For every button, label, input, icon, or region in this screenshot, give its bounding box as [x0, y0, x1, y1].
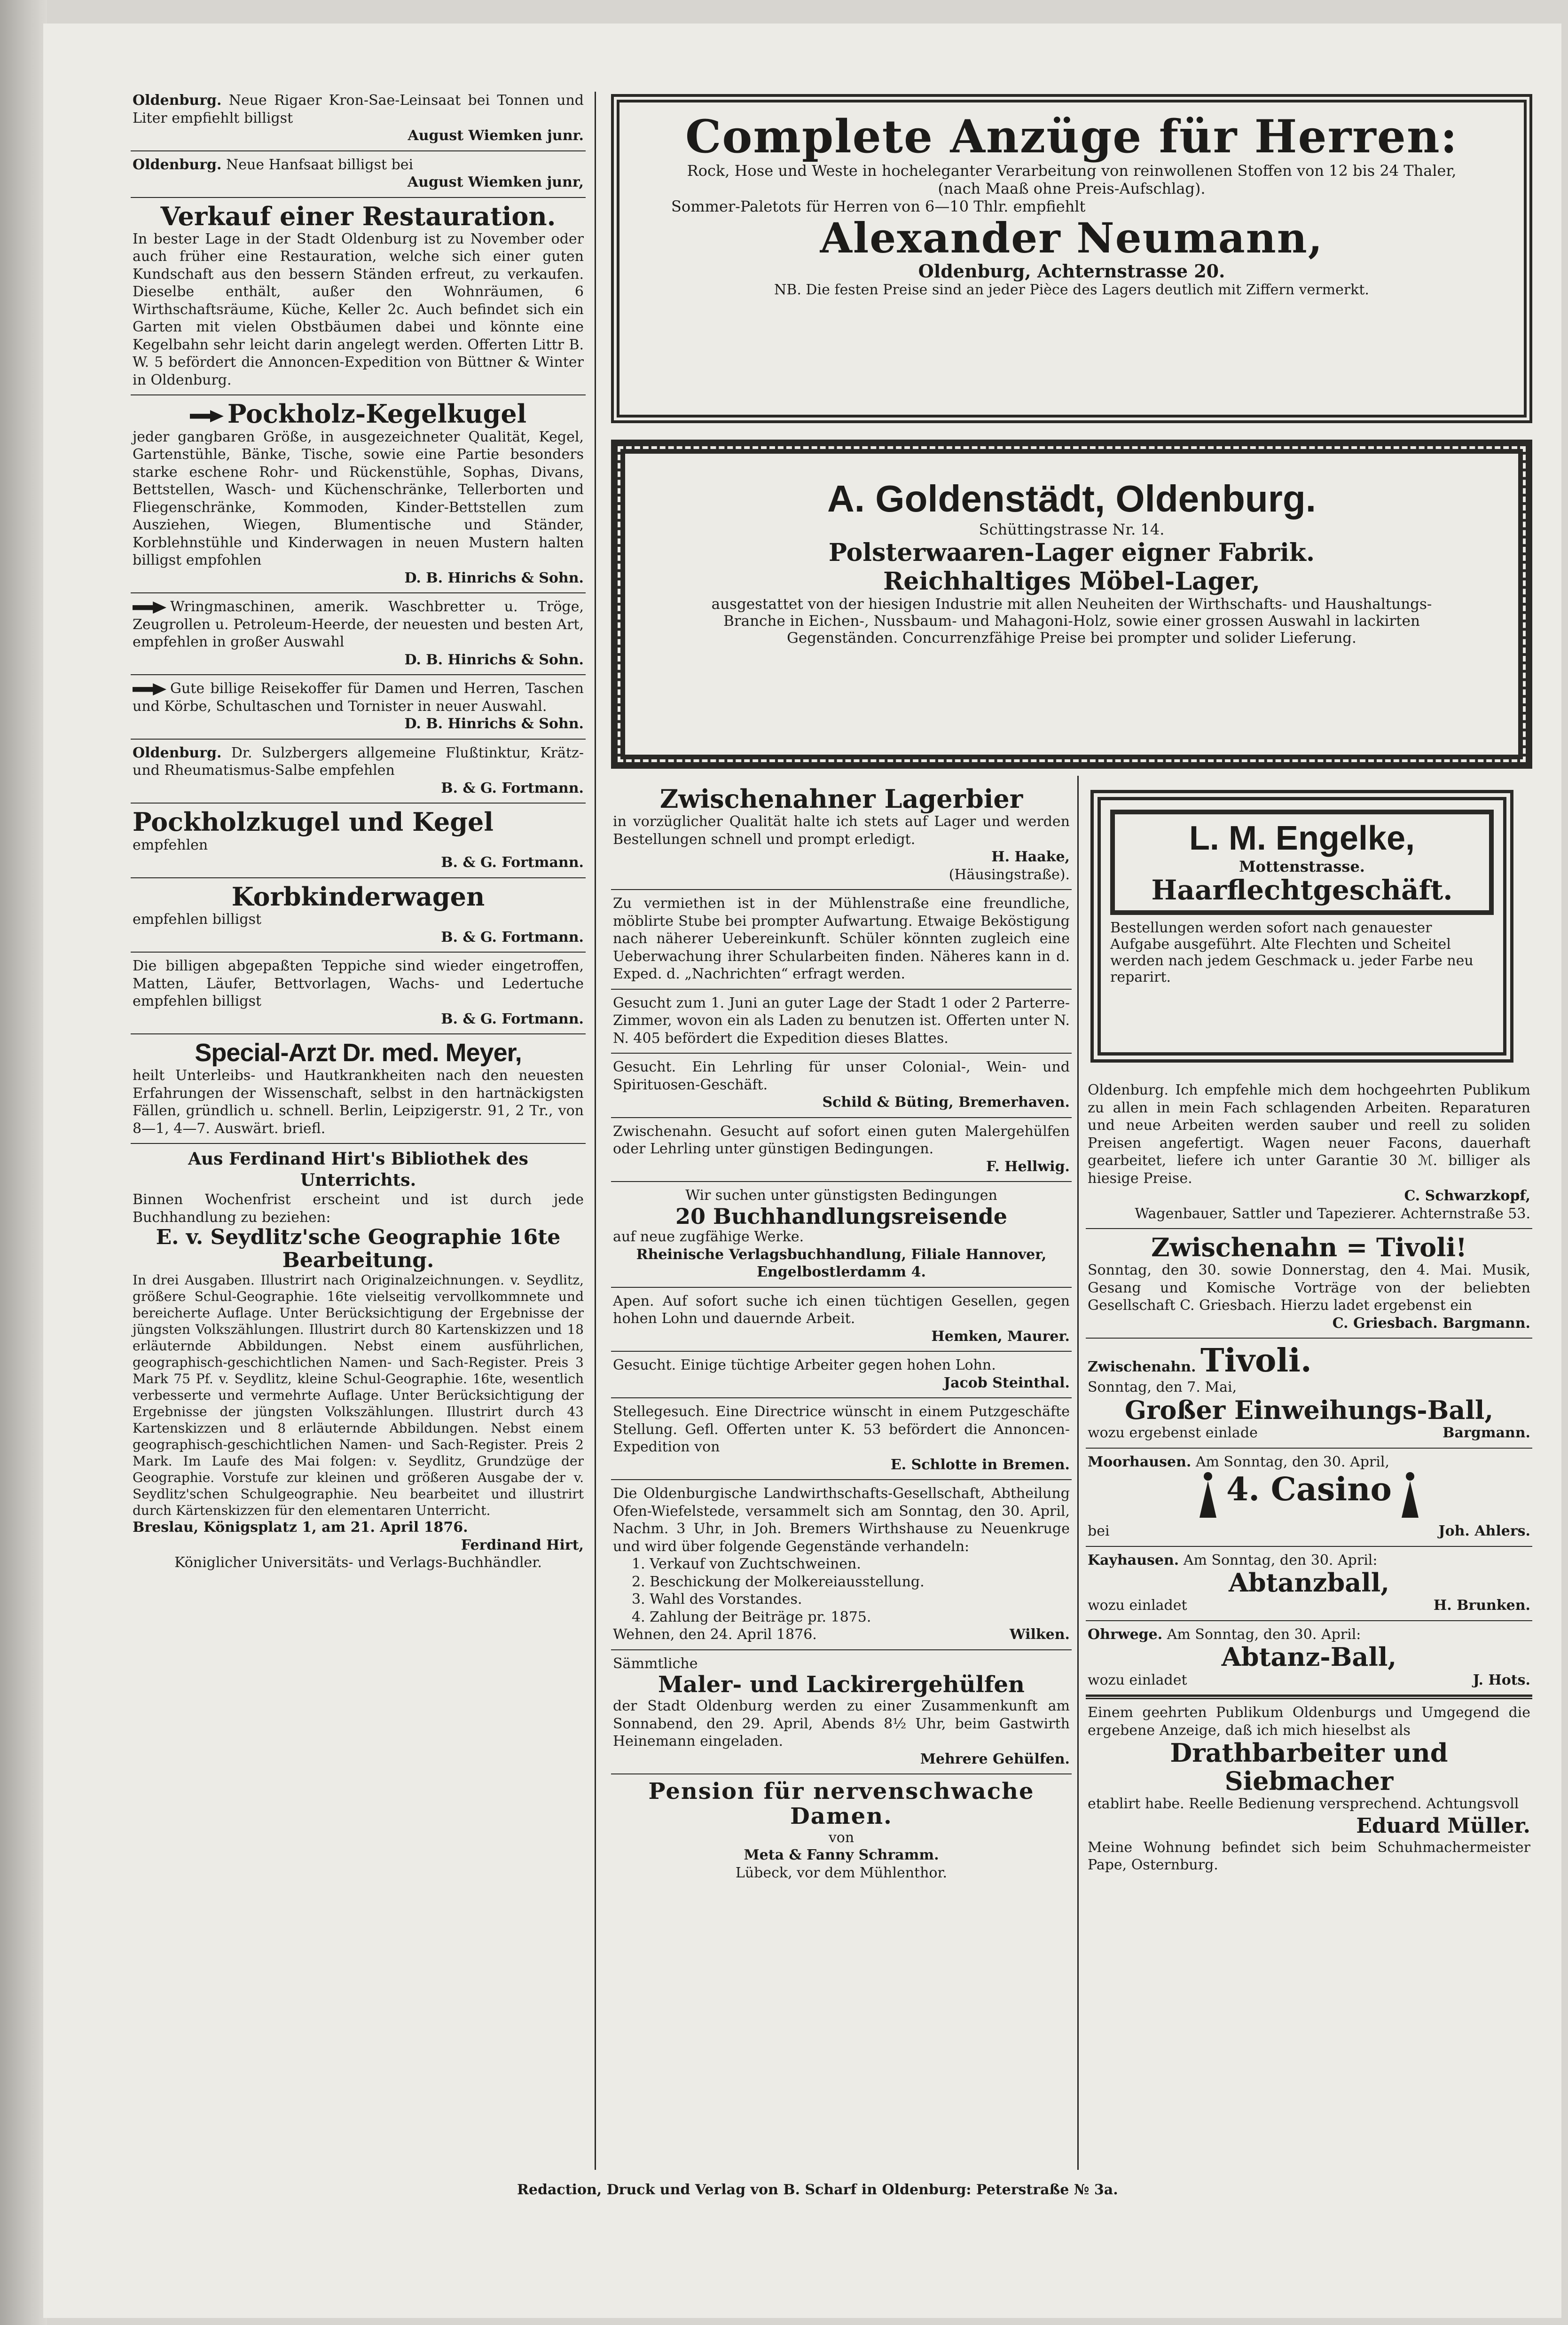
ad-subline: Königlicher Universitäts- und Verlags-Buchhändler.	[174, 1554, 542, 1571]
ad-drathbarbeiter	[1086, 1695, 1532, 1879]
ad-title: Korbkinderwagen	[231, 881, 485, 912]
ad-signature: C. Griesbach. Bargmann.	[1332, 1315, 1530, 1332]
ad-signature: Jacob Steinthal.	[943, 1374, 1070, 1391]
ad-text: Oldenburg. Ich empfehle mich dem hochgeehrten Publikum zu allen in mein Fach schlagenden Arbeiten. Reparaturen und neue Arbeiten werden sauber und reell zu soliden Preisen angefertigt. Wagen neuer Facons, dauerhaft gearbeitet, liefere ich unter Garantie 30 ℳ. billiger als hiesige Preise.	[1088, 1082, 1530, 1187]
ad-hanfsaat	[131, 151, 586, 198]
ad-text: Am Sonntag, den 30. April:	[1167, 1626, 1361, 1643]
ad-text: Die Oldenburgische Landwirthschafts-Gesellschaft, Abtheilung Ofen-Wiefelstede, versammelt sich am Sonntag, den 30. April, Nachm. 3 Uhr, in Joh. Bremers Wirthshause zu Neuenkruge und wird über folgende Gegenstände verhandeln:	[613, 1485, 1070, 1555]
ad-text: (nach Maaß ohne Preis-Aufschlag).	[938, 179, 1206, 197]
ad-signature: Rheinische Verlagsbuchhandlung, Filiale Hannover, Engelbostlerdamm 4.	[636, 1246, 1047, 1281]
ad-text: auf neue zugfähige Werke.	[613, 1229, 804, 1245]
ad-signature: B. & G. Fortmann.	[441, 854, 584, 871]
ad-text: Gute billige Reisekoffer für Damen und Herren, Taschen und Körbe, Schultaschen und Tornister in neuer Auswahl.	[133, 680, 584, 715]
ad-title: Pockholz-Kegelkugel	[227, 399, 527, 429]
ad-title: Zwischenahn = Tivoli!	[1151, 1232, 1467, 1262]
ad-place: Oldenburg.	[133, 744, 222, 761]
ad-address: Oldenburg, Achternstrasse 20.	[918, 260, 1225, 282]
ad-company-name: Alexander Neumann,	[820, 213, 1324, 262]
ad-gesucht-lehrling	[611, 1054, 1072, 1118]
ad-text: Sommer-Paletots für Herren von 6—10 Thlr. empfiehlt	[671, 197, 1086, 215]
ad-text: Zu vermiethen ist in der Mühlenstraße eine freundliche, möblirte Stube bei prompter Aufwartung. Etwaige Beköstigung nach näherer Uebereinkunft. Schüler könnten zugleich eine Ueberwachung ihrer Schularbeiten finden. Näheres kann in d. Exped. d. „Nachrichten“ erfragt werden.	[613, 895, 1070, 983]
ad-title: E. v. Seydlitz'sche Geographie 16te Bearbeitung.	[156, 1225, 561, 1272]
ad-text: Gesucht. Einige tüchtige Arbeiter gegen hohen Lohn.	[613, 1357, 996, 1374]
ad-korbkinderwagen	[131, 878, 586, 953]
ad-text: Sonntag, den 30. sowie Donnerstag, den 4. Mai. Musik, Gesang und Komische Vorträge von der beliebten Gesellschaft C. Griesbach. Hierzu ladet ergebenst ein	[1088, 1262, 1530, 1314]
ad-text: Stellegesuch. Eine Directrice wünscht in einem Putzgeschäfte Stellung. Gefl. Offerten unter K. 53 befördert die Annoncen-Expedition von	[613, 1403, 1070, 1456]
ad-casino	[1086, 1449, 1532, 1547]
ad-text: Sonntag, den 7. Mai,	[1088, 1379, 1237, 1396]
list-item: 4. Zahlung der Beiträge pr. 1875.	[632, 1608, 871, 1625]
ad-text: Am Sonntag, den 30. April,	[1195, 1453, 1389, 1470]
ad-address: Schüttingstrasse Nr. 14.	[979, 520, 1165, 538]
ad-lagerbier	[611, 780, 1072, 890]
ad-title: Pension für nervenschwache Damen.	[648, 1778, 1035, 1830]
ad-abtanzball-kayhausen	[1086, 1547, 1532, 1621]
pointing-hand-icon	[133, 601, 166, 614]
ad-title: Drathbarbeiter und Siebmacher	[1170, 1738, 1448, 1796]
ad-headline: Großer Einweihungs-Ball,	[1124, 1395, 1494, 1425]
ad-text: Binnen Wochenfrist erscheint und ist durch jede Buchhandlung zu beziehen:	[133, 1191, 584, 1226]
ad-text: Gesucht. Ein Lehrling für unser Colonial-, Wein- und Spirituosen-Geschäft.	[613, 1059, 1070, 1093]
ad-text: jeder gangbaren Größe, in ausgezeichneter Qualität, Kegel, Gartenstühle, Bänke, Tische, sowie eine Partie besonders starke eschene Rohr- und Rückenstühle, Sophas, Divans, Bettstellen, Wasch- und Küchenschränke, Tellerborten und Fliegenschränke, Kommoden, Kinder-Bettstellen zum Ausziehen, Wiegen, Blumentische und Ständer, Korblehnstühle und Kinderwagen in neuen Mustern halten billigst empfohlen	[133, 428, 584, 569]
ad-buchhandlungsreisende	[611, 1182, 1072, 1288]
ad-flusstinktur	[131, 740, 586, 804]
ad-text: bei	[1088, 1523, 1110, 1540]
ad-signature: August Wiemken junr,	[407, 174, 584, 190]
ad-text: Am Sonntag, den 30. April:	[1183, 1552, 1378, 1568]
ad-signature: B. & G. Fortmann.	[441, 1010, 584, 1027]
ad-subline: Meine Wohnung befindet sich beim Schuhmachermeister Pape, Osternburg.	[1088, 1839, 1530, 1874]
ad-zwischenahn-tivoli	[1086, 1229, 1532, 1339]
dancing-couple-icon	[1194, 1471, 1222, 1522]
ad-signature: Meta & Fanny Schramm.	[744, 1847, 939, 1864]
ad-place: Oldenburg.	[133, 92, 222, 109]
ad-arbeiter-gesucht	[611, 1352, 1072, 1398]
ad-signature: D. B. Hinrichs & Sohn.	[404, 569, 584, 586]
ad-signature: B. & G. Fortmann.	[441, 780, 584, 796]
ad-title: Abtanz-Ball,	[1221, 1642, 1397, 1672]
ad-text: Wir suchen unter günstigsten Bedingungen	[685, 1187, 997, 1204]
ad-place: Kayhausen.	[1088, 1552, 1179, 1568]
pointing-hand-icon	[190, 410, 224, 422]
ad-frame	[1110, 810, 1494, 915]
ad-date: Breslau, Königsplatz 1, am 21. April 1876.	[133, 1519, 468, 1536]
ad-wringmaschinen	[131, 593, 586, 675]
ad-headline: Polsterwaaren-Lager eigner Fabrik.	[828, 538, 1315, 567]
ad-maler-lackirer	[611, 1650, 1072, 1774]
ad-landwirthschafts-gesellschaft	[611, 1480, 1072, 1650]
ad-headline: Reichhaltiges Möbel-Lager,	[883, 567, 1260, 596]
ad-text: Die billigen abgepaßten Teppiche sind wieder eingetroffen, Matten, Läufer, Bettvorlagen, Wachs- und Ledertuche empfehlen billigst	[133, 958, 584, 1010]
pointing-hand-icon	[133, 683, 166, 695]
column-right	[1086, 1077, 1532, 1880]
ad-title: Maler- und Lackirergehülfen	[658, 1671, 1025, 1698]
ad-place: Ohrwege.	[1088, 1626, 1163, 1643]
ad-signature: E. Schlotte in Bremen.	[890, 1456, 1070, 1473]
ad-title: 4. Casino	[1226, 1471, 1392, 1509]
ad-text: Gesucht zum 1. Juni an guter Lage der Stadt 1 oder 2 Parterre-Zimmer, wovon ein als Laden zu benutzen ist. Offerten unter N. N. 405 befördert die Expedition dieses Blattes.	[613, 994, 1070, 1047]
ad-signature: Bargmann.	[1443, 1425, 1530, 1442]
ad-box-goldenstaedt	[611, 440, 1532, 769]
ad-signature: Ferdinand Hirt,	[461, 1537, 584, 1553]
ad-pockholzkugel	[131, 804, 586, 878]
ad-signature: C. Schwarzkopf,	[1404, 1188, 1530, 1204]
ad-text: von	[828, 1829, 855, 1846]
ad-malergehuelfen-gesucht	[611, 1118, 1072, 1182]
ad-title: Tivoli.	[1200, 1342, 1312, 1380]
ad-restauration	[131, 198, 586, 396]
ad-text: in vorzüglicher Qualität halte ich stets auf Lager und werden Bestellungen schnell und prompt erledigt.	[613, 813, 1070, 848]
list-item: 3. Wahl des Vorstandes.	[632, 1591, 802, 1608]
ad-schwarzkopf	[1086, 1077, 1532, 1229]
page-binding-shadow	[0, 0, 47, 2325]
ad-title: Verkauf einer Restauration.	[160, 201, 556, 231]
ad-place: Oldenburg.	[133, 156, 222, 173]
ad-stellegesuch	[611, 1398, 1072, 1480]
ad-signature: H. Haake,	[991, 849, 1070, 866]
ad-title: Aus Ferdinand Hirt's Bibliothek des Unterrichts.	[188, 1149, 528, 1190]
ad-text: etablirt habe. Reelle Bedienung versprechend. Achtungsvoll	[1088, 1796, 1519, 1813]
ad-abtanzball-ohrwege	[1086, 1621, 1532, 1695]
ad-text: Zwischenahn. Gesucht auf sofort einen guten Malergehülfen oder Lehrling unter günstigen Bedingungen.	[613, 1123, 1070, 1158]
column-rule	[595, 92, 596, 2170]
ad-signature: Hemken, Maurer.	[931, 1328, 1070, 1345]
ad-kegelkugel	[131, 395, 586, 593]
ad-place: Sämmtliche	[613, 1655, 698, 1672]
ad-text: empfehlen billigst	[133, 911, 262, 928]
ad-apen-gesellen	[611, 1288, 1072, 1352]
ad-title: Abtanzball,	[1228, 1568, 1390, 1598]
ad-signature: J. Hots.	[1473, 1671, 1530, 1688]
ad-signature: Mehrere Gehülfen.	[920, 1750, 1070, 1767]
ad-text: ausgestattet von der hiesigen Industrie mit allen Neuheiten der Wirthschafts- und Haushaltungs-Branche in Eichen-, Nussbaum- und Mahagoni-Holz, sowie einer grossen Auswahl in lackirten Gegenständen. Concurrenzfähige Preise bei prompter und solider Lieferung.	[711, 596, 1432, 646]
ad-text: Wringmaschinen, amerik. Waschbretter u. Tröge, Zeugrollen u. Petroleum-Heerde, der neuesten und besten Art, empfehlen in großer Auswahl	[133, 599, 584, 651]
ad-text: Neue Hanfsaat billigst bei	[226, 156, 414, 173]
imprint-footer: Redaction, Druck und Verlag von B. Scharf in Oldenburg: Peterstraße № 3a.	[517, 2182, 1118, 2198]
ad-signature: F. Hellwig.	[986, 1158, 1070, 1175]
ad-trade: Haarflechtgeschäft.	[1151, 874, 1453, 906]
ad-signature: D. B. Hinrichs & Sohn.	[404, 651, 584, 668]
ad-address: Mottenstrasse.	[1239, 858, 1365, 875]
ad-text: Apen. Auf sofort suche ich einen tüchtigen Gesellen, gegen hohen Lohn und dauernde Arbeit.	[613, 1293, 1070, 1327]
ad-title: Special-Arzt Dr. med. Meyer,	[195, 1039, 522, 1067]
ad-signature: B. & G. Fortmann.	[441, 929, 584, 946]
ad-zu-vermiethen	[611, 890, 1072, 990]
ad-text: wozu einladet	[1088, 1671, 1187, 1688]
column-rule	[1077, 776, 1079, 2170]
ad-date: Wehnen, den 24. April 1876.	[613, 1626, 817, 1643]
ad-place: Moorhausen.	[1088, 1453, 1192, 1470]
ad-text: empfehlen	[133, 836, 208, 853]
ad-subline: Wagenbauer, Sattler und Tapezierer. Achternstraße 53.	[1135, 1205, 1530, 1222]
ad-signature: H. Brunken.	[1433, 1597, 1530, 1614]
ad-text: Rock, Hose und Weste in hocheleganter Verarbeitung von reinwollenen Stoffen von 12 bis 24 Thaler,	[687, 161, 1457, 180]
ad-signature: Wilken.	[1009, 1626, 1070, 1643]
ad-text: In bester Lage in der Stadt Oldenburg ist zu November oder auch früher eine Restauration, welche sich einer guten Kundschaft aus den bessern Ständen erfreut, zu verkaufen. Dieselbe enthält, außer den Wohnräumen, 6 Wirthschaftsräume, Küche, Keller 2c. Auch befindet sich ein Garten mit vielen Obstbäumen dabei und könnte eine Kegelbahn sehr leicht darin angelegt werden. Offerten Littr B. W. 5 befördert die Annoncen-Expedition von Büttner & Winter in Oldenburg.	[133, 230, 584, 388]
list-item: 2. Beschickung der Molkereiausstellung.	[632, 1573, 925, 1590]
ad-title: Complete Anzüge für Herren:	[685, 110, 1458, 163]
ad-text: In drei Ausgaben. Illustrirt nach Originalzeichnungen. v. Seydlitz, größere Schul-Geographie. 16te vielseitig vervollkommnete und bereicherte Auflage. Unter Berücksichtigung der Ergebnisse der jüngsten Volkszählungen. Illustrirt durch 80 Kartenskizzen und 18 erläuternde Abbildungen. Nebst einem ausführlichen, geographisch-geschichtlichen Namen- und Sach-Register. Preis 3 Mark 75 Pf. v. Seydlitz, kleine Schul-Geographie. 16te, wesentlich verbesserte und vermehrte Auflage. Unter Berücksichtigung der Ergebnisse der jüngsten Volkszählungen. Illustrirt durch 43 Kartenskizzen und 8 erläuternde Abbildungen. Nebst einem geographisch-geschichtlichen Namen- und Sach-Register. Preis 2 Mark. Im Laufe des Mai folgen: v. Seydlitz, Grundzüge der Geographie. Vorstufe zur kleinen und größeren Ausgabe der v. Seydlitz'schen Schulgeographie. Neu bearbeitet und illustrirt durch Kärtenskizzen für den elementaren Unterricht.	[133, 1272, 584, 1519]
column-left	[131, 87, 586, 1577]
ad-text: der Stadt Oldenburg werden zu einer Zusammenkunft am Sonnabend, den 29. April, Abends 8½ Uhr, beim Gastwirth Heinemann eingeladen.	[613, 1698, 1070, 1750]
ad-hirt-bibliothek	[131, 1144, 586, 1577]
ad-special-arzt	[131, 1034, 586, 1144]
ad-text: Einem geehrten Publikum Oldenburgs und Umgegend die ergebene Anzeige, daß ich mich hieselbst als	[1088, 1704, 1530, 1739]
ad-signature: D. B. Hinrichs & Sohn.	[404, 716, 584, 733]
ad-signature: Joh. Ahlers.	[1438, 1523, 1530, 1540]
ad-text: wozu ergebenst einlade	[1088, 1425, 1258, 1442]
ad-title: A. Goldenstädt, Oldenburg.	[827, 478, 1316, 520]
ad-pension	[611, 1774, 1072, 1887]
ad-gesucht-zimmer	[611, 990, 1072, 1054]
ad-title: 20 Buchhandlungsreisende	[675, 1203, 1008, 1229]
ad-signature: August Wiemken junr.	[408, 127, 584, 144]
ad-box-alexander-neumann	[611, 94, 1532, 423]
ad-title: Zwischenahner Lagerbier	[659, 784, 1023, 814]
ad-title: Pockholzkugel und Kegel	[133, 807, 494, 837]
ad-text: Dr. Sulzbergers allgemeine Flußtinktur, Krätz- und Rheumatismus-Salbe empfehlen	[133, 744, 584, 779]
ad-text: Neue Rigaer Kron-Sae-Leinsaat bei Tonnen und Liter empfiehlt billigst	[133, 92, 584, 126]
ad-text: heilt Unterleibs- und Hautkrankheiten nach den neuesten Erfahrungen der Wissenschaft, selbst in den hartnäckigsten Fällen, gründlich u. schnell. Berlin, Leipzigerstr. 91, 2 Tr., von 8—1, 4—7. Auswärt. briefl.	[133, 1067, 584, 1137]
ad-signature: Eduard Müller.	[1356, 1813, 1530, 1838]
ad-rigaer-leinsaat	[131, 87, 586, 151]
ad-subline: (Häusingstraße).	[949, 866, 1070, 883]
ad-text: wozu einladet	[1088, 1597, 1187, 1614]
list-item: 1. Verkauf von Zuchtschweinen.	[632, 1556, 861, 1573]
ad-subline: Lübeck, vor dem Mühlenthor.	[735, 1864, 948, 1881]
ad-note: NB. Die festen Preise sind an jeder Pièce des Lagers deutlich mit Ziffern vermerkt.	[774, 282, 1369, 299]
ad-place: Zwischenahn.	[1088, 1359, 1196, 1376]
column-middle	[611, 780, 1072, 1887]
agenda-list	[613, 1555, 1070, 1626]
dancing-couple-icon	[1396, 1471, 1424, 1522]
ad-tivoli-ball	[1086, 1339, 1532, 1448]
ad-text: Bestellungen werden sofort nach genauester Aufgabe ausgeführt. Alte Flechten und Scheitel werden nach jedem Geschmack u. jeder Farbe neu reparirt.	[1110, 919, 1474, 985]
ad-signature: Schild & Büting, Bremerhaven.	[822, 1094, 1070, 1111]
ad-reisekoffer	[131, 675, 586, 740]
ad-company-name: L. M. Engelke,	[1189, 820, 1415, 857]
ad-teppiche	[131, 953, 586, 1034]
ad-box-engelke	[1090, 790, 1513, 1063]
